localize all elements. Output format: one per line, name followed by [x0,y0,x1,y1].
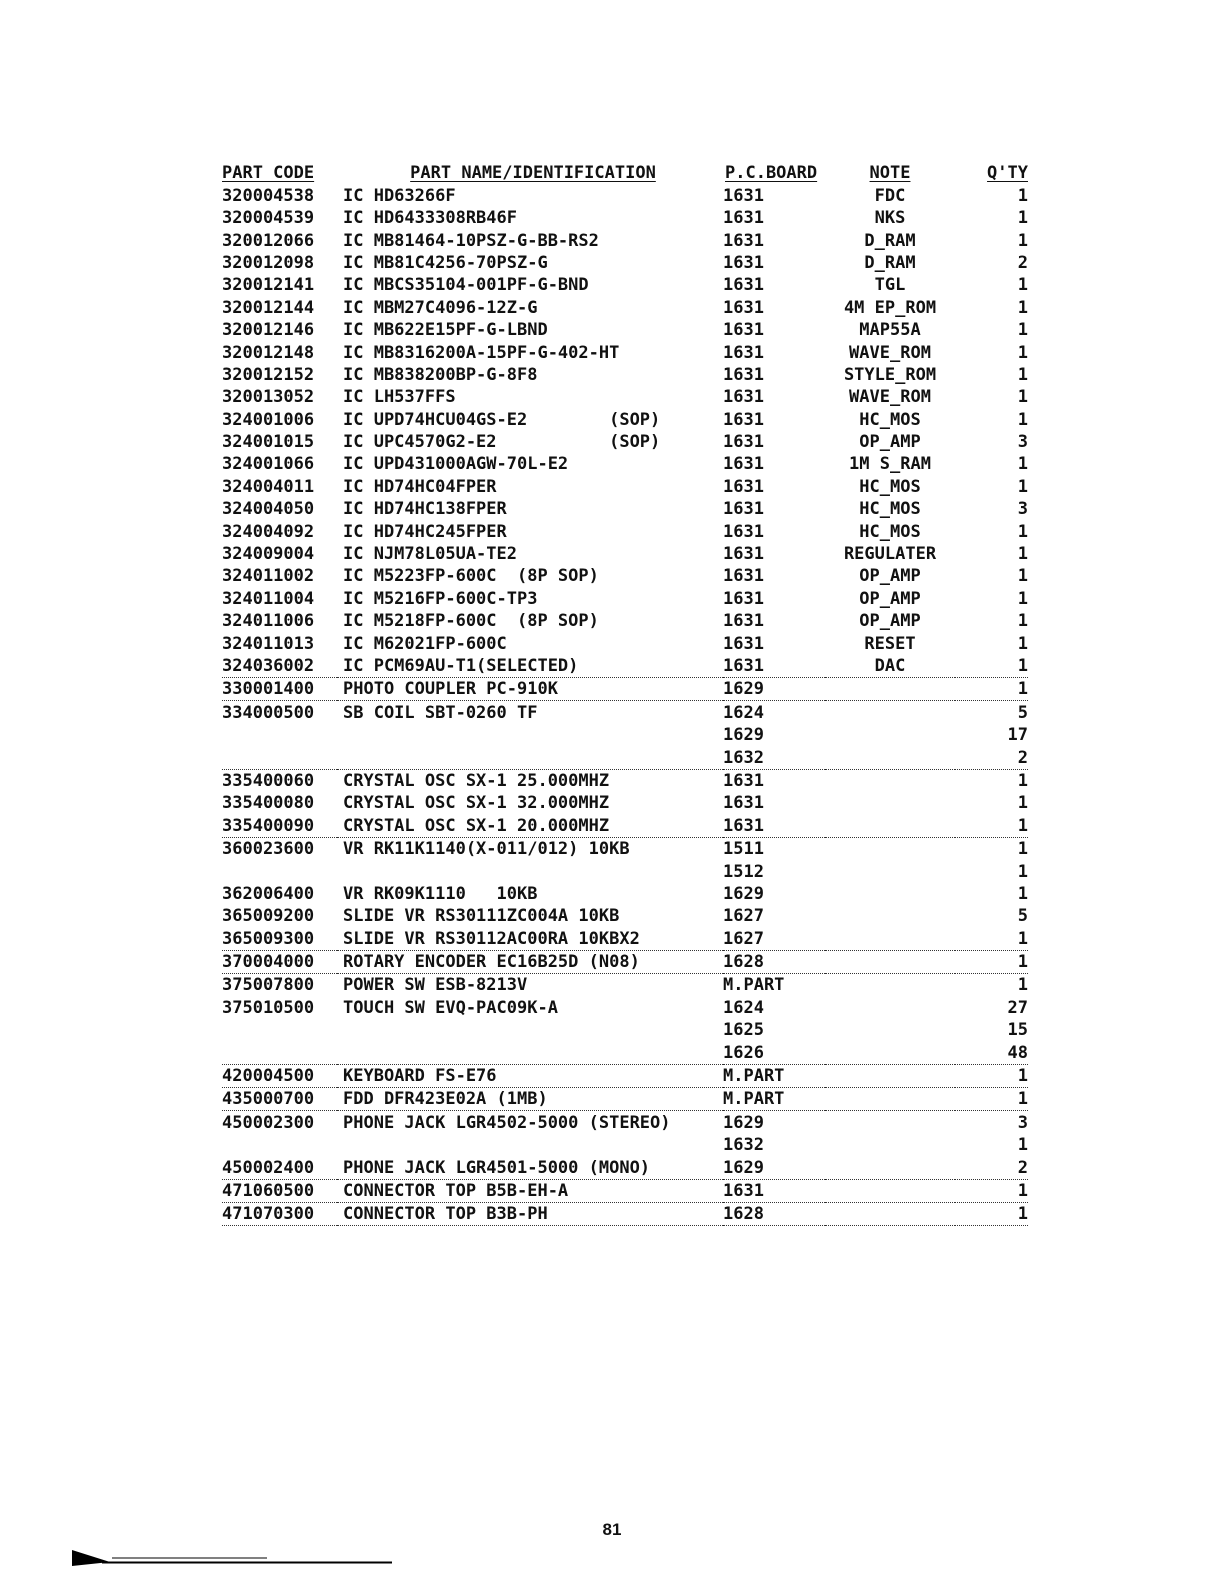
cell-part-code: 420004500 [222,1064,337,1087]
cell-pc-board: M.PART [723,975,785,996]
cell-note [825,1134,955,1156]
table-row [222,431,1028,453]
table-row [222,207,1028,229]
cell-note: D_RAM [864,230,916,251]
cell-part-code: 320012148 [222,342,315,363]
cell-part-code: 320013052 [222,387,315,408]
cell-pc-board: 1629 [723,677,825,700]
cell-qty: 1 [955,1179,1028,1202]
table-header-row [222,162,1028,184]
cell-part-code: 375007800 [222,975,315,996]
cell-pc-board: 1512 [723,861,764,882]
cell-qty: 1 [1017,566,1028,587]
table-row [222,905,1028,927]
cell-note [825,1019,955,1041]
cell-note [825,1088,955,1111]
table-row [222,319,1028,341]
cell-qty: 1 [955,927,1028,950]
header-note: NOTE [869,163,911,184]
cell-part-code [222,1134,337,1156]
table-row [222,860,1028,882]
cell-note [825,792,955,814]
cell-pc-board: 1631 [723,588,764,609]
cell-part-code: 334000500 [222,702,315,723]
cell-qty: 1 [955,1088,1028,1111]
cell-part-name: ROTARY ENCODER EC16B25D (N08) [337,950,723,973]
cell-note: OP_AMP [859,432,921,453]
header-pc-board: P.C.BOARD [725,163,818,184]
cell-part-code [222,1019,337,1041]
cell-part-code: 324001015 [222,432,315,453]
cell-pc-board: 1631 [723,297,764,318]
cell-note: HC_MOS [859,476,921,497]
cell-note: TGL [874,275,906,296]
cell-qty: 1 [1017,611,1028,632]
cell-qty: 1 [955,655,1028,678]
cell-qty: 1 [1017,793,1028,814]
cell-qty: 1 [1017,185,1028,206]
cell-note: HC_MOS [859,499,921,520]
cell-qty: 3 [1017,432,1028,453]
cell-note [825,769,955,792]
cell-qty: 1 [1017,1135,1028,1156]
cell-note: 4M EP_ROM [843,297,937,318]
cell-pc-board: 1631 [723,252,764,273]
table-row [222,814,1028,837]
table-row [222,296,1028,318]
cell-part-code [222,724,337,746]
cell-qty: 1 [955,950,1028,973]
cell-note [825,1179,955,1202]
cell-part-name: IC HD63266F [343,185,456,206]
cell-part-name: IC PCM69AU-T1(SELECTED) [337,655,723,678]
cell-part-code: 330001400 [222,677,337,700]
cell-note: HC_MOS [859,409,921,430]
cell-pc-board: 1629 [723,883,764,904]
table-row [222,1202,1028,1225]
cell-pc-board: 1631 [723,544,764,565]
cell-part-name: SLIDE VR RS30111ZC004A 10KB [343,906,620,927]
cell-part-code: 365009200 [222,906,315,927]
cell-note [825,1064,955,1087]
table-row [222,1019,1028,1041]
cell-qty: 1 [955,677,1028,700]
cell-part-name: IC M5216FP-600C-TP3 [343,588,538,609]
cell-part-name: IC HD74HC245FPER [343,521,507,542]
cell-note: NKS [874,208,906,229]
cell-qty: 1 [1017,454,1028,475]
table-row [222,1156,1028,1179]
cell-pc-board: 1626 [723,1041,825,1064]
cell-pc-board: 1629 [723,1112,764,1133]
cell-part-name: PHOTO COUPLER PC-910K [337,677,723,700]
cell-qty: 48 [955,1041,1028,1064]
cell-pc-board: 1627 [723,906,764,927]
cell-qty: 1 [1017,770,1028,791]
cell-pc-board: 1629 [723,725,764,746]
cell-qty: 1 [1017,320,1028,341]
cell-qty: 1 [1017,975,1028,996]
cell-qty: 3 [1017,1112,1028,1133]
cell-part-name [337,746,723,769]
table-row [222,1064,1028,1087]
cell-part-code: 324011013 [222,633,315,654]
cell-part-name: CRYSTAL OSC SX-1 20.000MHZ [337,814,723,837]
cell-note [825,1041,955,1064]
cell-pc-board: 1631 [723,611,764,632]
cell-note [825,1202,955,1225]
cell-qty: 1 [1017,208,1028,229]
cell-pc-board: 1628 [723,1202,825,1225]
cell-qty: 1 [1017,409,1028,430]
cell-pc-board: 1632 [723,1135,764,1156]
cell-note [825,746,955,769]
cell-part-code: 320012144 [222,297,315,318]
table-row [222,229,1028,251]
cell-part-name: PHONE JACK LGR4501-5000 (MONO) [337,1156,723,1179]
cell-part-code: 324004050 [222,499,315,520]
cell-part-code: 365009300 [222,927,337,950]
table-row [222,184,1028,206]
cell-part-name: IC HD74HC138FPER [343,499,507,520]
cell-note [825,1156,955,1179]
table-row [222,883,1028,905]
cell-qty: 1 [1017,230,1028,251]
cell-note: OP_AMP [859,611,921,632]
cell-note: MAP55A [859,320,921,341]
cell-pc-board: 1631 [723,342,764,363]
cell-pc-board: 1631 [723,521,764,542]
cell-qty: 1 [1017,476,1028,497]
cell-pc-board: 1631 [723,230,764,251]
cell-pc-board: 1632 [723,746,825,769]
cell-pc-board: 1627 [723,927,825,950]
table-row [222,1134,1028,1156]
cell-part-code: 320012146 [222,320,315,341]
cell-pc-board: 1631 [723,409,764,430]
cell-pc-board: 1631 [723,454,764,475]
cell-part-name: IC MBM27C4096-12Z-G [343,297,538,318]
cell-part-name: IC MB622E15PF-G-LBND [343,320,548,341]
cell-part-name [337,1041,723,1064]
table-row [222,252,1028,274]
cell-part-name: IC HD74HC04FPER [343,476,497,497]
cell-part-code: 471070300 [222,1202,337,1225]
cell-note [825,1111,955,1134]
cell-note [825,996,955,1018]
cell-pc-board: 1631 [723,770,764,791]
corner-crop-mark [72,1548,392,1568]
cell-qty: 1 [1017,521,1028,542]
cell-part-code: 320012152 [222,364,315,385]
cell-note: RESET [864,633,916,654]
cell-pc-board: 1631 [723,387,764,408]
cell-part-code: 435000700 [222,1088,337,1111]
cell-part-name: IC M5218FP-600C (8P SOP) [343,611,599,632]
cell-qty: 3 [1017,499,1028,520]
cell-part-code: 335400090 [222,814,337,837]
cell-qty: 2 [955,746,1028,769]
cell-part-code: 362006400 [222,883,315,904]
cell-qty: 1 [955,1202,1028,1225]
cell-part-name: FDD DFR423E02A (1MB) [337,1088,723,1111]
table-row [222,632,1028,654]
cell-pc-board: 1631 [723,364,764,385]
cell-part-name: VR RK11K1140(X-011/012) 10KB [343,839,630,860]
cell-part-name: IC UPD74HCU04GS-E2 (SOP) [343,409,661,430]
table-row [222,274,1028,296]
cell-part-code: 471060500 [222,1179,337,1202]
table-row [222,769,1028,792]
table-row [222,677,1028,700]
cell-part-name [337,724,723,746]
table-row [222,746,1028,769]
table-row [222,724,1028,746]
header-qty: Q'TY [987,163,1028,184]
cell-qty: 1 [1017,588,1028,609]
header-part-code: PART CODE [222,163,315,184]
cell-note [825,860,955,882]
cell-qty: 1 [1017,275,1028,296]
cell-pc-board: M.PART [723,1064,825,1087]
cell-qty: 2 [955,1156,1028,1179]
cell-note: STYLE_ROM [843,364,937,385]
table-row [222,565,1028,587]
cell-part-code: 370004000 [222,950,337,973]
cell-pc-board: 1631 [723,566,764,587]
cell-pc-board: 1631 [723,499,764,520]
table-row [222,520,1028,542]
cell-note: REGULATER [843,544,937,565]
parts-list-table [222,162,1028,1226]
table-row [222,408,1028,430]
cell-qty: 5 [1017,906,1028,927]
cell-part-name: IC NJM78L05UA-TE2 [343,544,517,565]
cell-part-code: 450002300 [222,1112,315,1133]
cell-pc-board: 1631 [723,655,825,678]
cell-part-name: IC M62021FP-600C [343,633,507,654]
cell-note [825,927,955,950]
table-row [222,655,1028,678]
cell-part-code: 320004538 [222,185,315,206]
cell-pc-board: 1631 [723,814,825,837]
cell-pc-board: 1631 [723,320,764,341]
cell-qty: 2 [1017,252,1028,273]
table-row [222,1111,1028,1134]
cell-qty: 1 [1017,297,1028,318]
cell-part-code: 324036002 [222,655,337,678]
cell-part-code: 324004092 [222,521,315,542]
table-row [222,927,1028,950]
cell-pc-board: 1631 [723,432,764,453]
cell-note [825,814,955,837]
cell-note: 1M S_RAM [849,454,931,475]
cell-part-name: IC MB8316200A-15PF-G-402-HT [343,342,620,363]
cell-qty: 1 [955,1064,1028,1087]
cell-note: HC_MOS [859,521,921,542]
cell-part-code: 324001066 [222,454,315,475]
cell-part-name: IC LH537FFS [343,387,456,408]
table-row [222,950,1028,973]
table-row [222,475,1028,497]
cell-qty: 15 [1007,1020,1028,1041]
cell-part-code: 320012066 [222,230,315,251]
cell-pc-board: 1511 [723,839,764,860]
cell-pc-board: 1631 [723,476,764,497]
cell-part-code: 320012141 [222,275,315,296]
cell-qty: 27 [1007,997,1028,1018]
cell-qty: 1 [955,814,1028,837]
cell-part-code [222,1041,337,1064]
table-row [222,837,1028,860]
table-row [222,792,1028,814]
cell-part-name: PHONE JACK LGR4502-5000 (STEREO) [343,1112,671,1133]
cell-pc-board: 1631 [723,185,764,206]
cell-part-name: IC MB838200BP-G-8F8 [343,364,538,385]
cell-part-code: 324011006 [222,611,315,632]
cell-part-code [222,860,337,882]
cell-part-name [337,1019,723,1041]
cell-part-code: 375010500 [222,997,315,1018]
cell-note: OP_AMP [859,566,921,587]
table-row [222,498,1028,520]
cell-part-name: IC UPC4570G2-E2 (SOP) [343,432,661,453]
cell-part-name: IC MBCS35104-001PF-G-BND [343,275,589,296]
cell-part-name [337,1134,723,1156]
cell-qty: 1 [1017,839,1028,860]
cell-note [825,724,955,746]
cell-part-code: 324011002 [222,566,315,587]
cell-part-name: KEYBOARD FS-E76 [337,1064,723,1087]
cell-part-code [222,746,337,769]
cell-part-name: CONNECTOR TOP B5B-EH-A [337,1179,723,1202]
cell-part-code: 320012098 [222,252,315,273]
cell-note: WAVE_ROM [849,342,931,363]
cell-qty: 1 [1017,633,1028,654]
cell-qty: 1 [1017,364,1028,385]
cell-part-name: CONNECTOR TOP B3B-PH [337,1202,723,1225]
cell-part-name [337,860,723,882]
cell-pc-board: M.PART [723,1088,825,1111]
cell-pc-board: 1631 [723,1179,825,1202]
table-row [222,974,1028,997]
cell-pc-board: 1628 [723,950,825,973]
cell-pc-board: 1631 [723,793,764,814]
table-row [222,701,1028,724]
cell-note [825,837,955,860]
cell-part-code: 335400060 [222,770,315,791]
cell-part-code: 324009004 [222,544,315,565]
cell-pc-board: 1629 [723,1156,825,1179]
table-row [222,364,1028,386]
table-row [222,341,1028,363]
cell-pc-board: 1631 [723,208,764,229]
cell-qty: 1 [1017,544,1028,565]
table-row [222,453,1028,475]
cell-qty: 1 [1017,861,1028,882]
cell-note: WAVE_ROM [849,387,931,408]
cell-part-name: POWER SW ESB-8213V [343,975,528,996]
cell-pc-board: 1631 [723,275,764,296]
cell-part-name: CRYSTAL OSC SX-1 25.000MHZ [343,770,610,791]
table-row [222,1088,1028,1111]
cell-note: D_RAM [864,252,916,273]
cell-note: OP_AMP [859,588,921,609]
parts-table-body [222,184,1028,1225]
cell-part-name: IC UPD431000AGW-70L-E2 [343,454,569,475]
cell-part-name: IC M5223FP-600C (8P SOP) [343,566,599,587]
cell-pc-board: 1624 [723,702,764,723]
cell-pc-board: 1631 [723,633,764,654]
cell-qty: 17 [1007,725,1028,746]
cell-part-code: 335400080 [222,793,315,814]
cell-part-code: 324001006 [222,409,315,430]
table-row [222,1041,1028,1064]
cell-note [825,950,955,973]
cell-note [825,905,955,927]
table-row [222,1179,1028,1202]
cell-note: FDC [874,185,906,206]
cell-note [825,974,955,997]
cell-note [825,883,955,905]
cell-qty: 1 [1017,387,1028,408]
cell-part-code: 320004539 [222,208,315,229]
cell-pc-board: 1624 [723,997,764,1018]
cell-part-code: 324011004 [222,588,315,609]
cell-qty: 1 [1017,342,1028,363]
cell-pc-board: 1625 [723,1020,764,1041]
cell-part-code: 324004011 [222,476,315,497]
cell-part-name: IC MB81C4256-70PSZ-G [343,252,548,273]
table-row [222,386,1028,408]
cell-note [825,701,955,724]
cell-part-name: IC HD6433308RB46F [343,208,517,229]
header-part-name: PART NAME/IDENTIFICATION [410,163,656,184]
cell-part-name: CRYSTAL OSC SX-1 32.000MHZ [343,793,610,814]
page-number: 81 [602,1520,622,1539]
table-row [222,610,1028,632]
table-row [222,996,1028,1018]
cell-part-code: 360023600 [222,839,315,860]
cell-part-name: SLIDE VR RS30112AC00RA 10KBX2 [337,927,723,950]
cell-note: DAC [825,655,955,678]
cell-qty: 1 [1017,883,1028,904]
cell-note [825,677,955,700]
cell-part-name: TOUCH SW EVQ-PAC09K-A [343,997,558,1018]
cell-part-name: IC MB81464-10PSZ-G-BB-RS2 [343,230,599,251]
cell-qty: 5 [1017,702,1028,723]
cell-part-name: SB COIL SBT-0260 TF [343,702,538,723]
table-row [222,543,1028,565]
table-row [222,587,1028,609]
cell-part-name: VR RK09K1110 10KB [343,883,538,904]
cell-part-code: 450002400 [222,1156,337,1179]
